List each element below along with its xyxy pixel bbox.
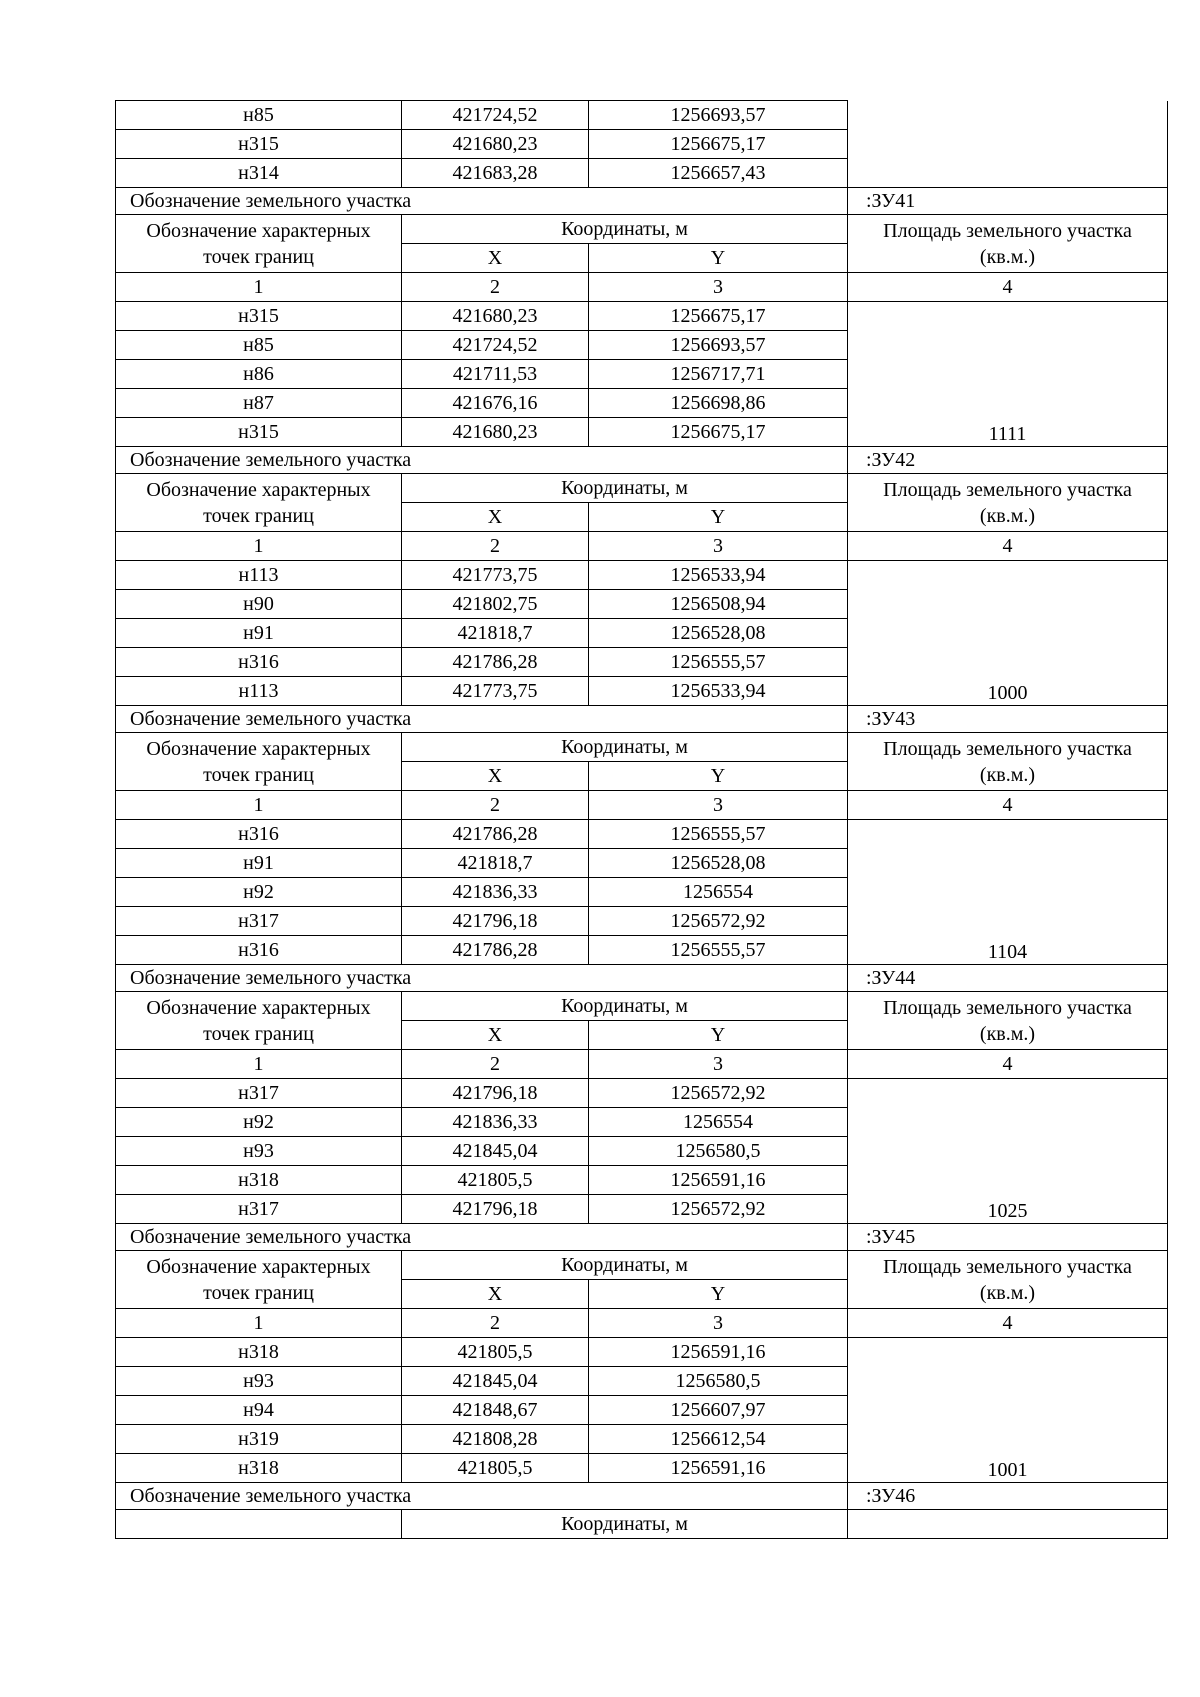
parcel-code: :ЗУ42 — [848, 447, 1168, 474]
point-cell: н315 — [116, 130, 402, 159]
point-cell: н90 — [116, 590, 402, 619]
area-header: Площадь земельного участка (кв.м.) — [848, 474, 1168, 532]
area-cell — [848, 101, 1168, 188]
y-cell: 1256554 — [589, 878, 848, 907]
y-cell: 1256693,57 — [589, 101, 848, 130]
y-header: Y — [589, 762, 848, 791]
x-cell: 421724,52 — [402, 331, 589, 360]
x-header: X — [402, 1021, 589, 1050]
column-number: 2 — [402, 273, 589, 302]
point-cell: н316 — [116, 820, 402, 849]
column-number-row — [116, 1309, 1168, 1338]
x-cell: 421773,75 — [402, 561, 589, 590]
column-number: 2 — [402, 532, 589, 561]
y-cell: 1256555,57 — [589, 820, 848, 849]
x-cell: 421796,18 — [402, 907, 589, 936]
point-cell: н316 — [116, 648, 402, 677]
x-cell: 421680,23 — [402, 302, 589, 331]
point-cell: н85 — [116, 101, 402, 130]
column-number: 2 — [402, 1309, 589, 1338]
point-cell: н319 — [116, 1425, 402, 1454]
header-row — [116, 1251, 1168, 1280]
y-cell: 1256528,08 — [589, 619, 848, 648]
column-number-row — [116, 273, 1168, 302]
y-cell: 1256555,57 — [589, 648, 848, 677]
x-cell: 421796,18 — [402, 1195, 589, 1224]
coords-header: Координаты, м — [402, 215, 848, 244]
point-cell: н91 — [116, 849, 402, 878]
x-header: X — [402, 503, 589, 532]
y-cell: 1256555,57 — [589, 936, 848, 965]
column-number: 3 — [589, 1309, 848, 1338]
x-cell: 421680,23 — [402, 130, 589, 159]
points-header: Обозначение характерных точек границ — [116, 215, 402, 273]
table-row — [116, 302, 1168, 331]
parcel-designation-row — [116, 706, 1168, 733]
x-cell: 421683,28 — [402, 159, 589, 188]
points-header: Обозначение характерных точек границ — [116, 733, 402, 791]
column-number: 3 — [589, 1050, 848, 1079]
column-number: 1 — [116, 532, 402, 561]
designation-label: Обозначение земельного участка — [116, 188, 848, 215]
point-cell: н317 — [116, 1195, 402, 1224]
y-cell: 1256580,5 — [589, 1137, 848, 1166]
y-cell: 1256572,92 — [589, 1195, 848, 1224]
point-cell: н316 — [116, 936, 402, 965]
column-number-row — [116, 791, 1168, 820]
continuation-row — [116, 101, 1168, 130]
y-cell: 1256591,16 — [589, 1166, 848, 1195]
area-value: 1025 — [848, 1079, 1168, 1224]
column-number: 1 — [116, 1050, 402, 1079]
y-cell: 1256693,57 — [589, 331, 848, 360]
point-cell: н92 — [116, 878, 402, 907]
parcel-designation-row — [116, 1483, 1168, 1510]
x-cell: 421848,67 — [402, 1396, 589, 1425]
header-row — [116, 474, 1168, 503]
coords-header: Координаты, м — [402, 1251, 848, 1280]
point-cell: н113 — [116, 561, 402, 590]
point-cell: н315 — [116, 302, 402, 331]
designation-label: Обозначение земельного участка — [116, 706, 848, 733]
y-header: Y — [589, 503, 848, 532]
point-cell: н87 — [116, 389, 402, 418]
designation-label: Обозначение земельного участка — [116, 965, 848, 992]
point-cell: н94 — [116, 1396, 402, 1425]
x-cell: 421808,28 — [402, 1425, 589, 1454]
x-cell: 421836,33 — [402, 878, 589, 907]
column-number: 4 — [848, 273, 1168, 302]
y-cell: 1256675,17 — [589, 302, 848, 331]
point-cell: н113 — [116, 677, 402, 706]
parcel-code: :ЗУ46 — [848, 1483, 1168, 1510]
header-row — [116, 1510, 1168, 1539]
area-value: 1001 — [848, 1338, 1168, 1483]
table-row — [116, 1079, 1168, 1108]
y-header: Y — [589, 1280, 848, 1309]
y-cell: 1256533,94 — [589, 677, 848, 706]
y-cell: 1256675,17 — [589, 418, 848, 447]
y-cell: 1256533,94 — [589, 561, 848, 590]
parcel-designation-row — [116, 447, 1168, 474]
coords-header: Координаты, м — [402, 1510, 848, 1539]
column-number: 4 — [848, 1309, 1168, 1338]
table-row — [116, 1338, 1168, 1367]
x-cell: 421680,23 — [402, 418, 589, 447]
designation-label: Обозначение земельного участка — [116, 1224, 848, 1251]
x-header: X — [402, 762, 589, 791]
y-cell: 1256698,86 — [589, 389, 848, 418]
point-cell: н93 — [116, 1137, 402, 1166]
coords-header: Координаты, м — [402, 733, 848, 762]
y-cell: 1256717,71 — [589, 360, 848, 389]
coordinates-document — [115, 100, 1167, 1539]
header-row — [116, 992, 1168, 1021]
area-header: Площадь земельного участка (кв.м.) — [848, 215, 1168, 273]
parcel-code: :ЗУ41 — [848, 188, 1168, 215]
parcel-designation-row — [116, 1224, 1168, 1251]
y-cell: 1256572,92 — [589, 907, 848, 936]
column-number: 3 — [589, 791, 848, 820]
column-number-row — [116, 532, 1168, 561]
x-cell: 421786,28 — [402, 936, 589, 965]
y-cell: 1256580,5 — [589, 1367, 848, 1396]
y-cell: 1256675,17 — [589, 130, 848, 159]
coords-header: Координаты, м — [402, 474, 848, 503]
parcel-code: :ЗУ44 — [848, 965, 1168, 992]
points-header-blank — [116, 1510, 402, 1539]
x-cell: 421805,5 — [402, 1166, 589, 1195]
column-number: 1 — [116, 1309, 402, 1338]
point-cell: н318 — [116, 1166, 402, 1195]
parcel-coordinates-table — [115, 100, 1168, 1539]
x-cell: 421773,75 — [402, 677, 589, 706]
x-cell: 421724,52 — [402, 101, 589, 130]
x-cell: 421786,28 — [402, 820, 589, 849]
column-number: 4 — [848, 1050, 1168, 1079]
x-cell: 421805,5 — [402, 1454, 589, 1483]
designation-label: Обозначение земельного участка — [116, 1483, 848, 1510]
y-cell: 1256572,92 — [589, 1079, 848, 1108]
y-cell: 1256612,54 — [589, 1425, 848, 1454]
area-value: 1104 — [848, 820, 1168, 965]
column-number: 1 — [116, 273, 402, 302]
point-cell: н315 — [116, 418, 402, 447]
area-value: 1111 — [848, 302, 1168, 447]
column-number: 3 — [589, 273, 848, 302]
point-cell: н91 — [116, 619, 402, 648]
area-header: Площадь земельного участка (кв.м.) — [848, 733, 1168, 791]
x-cell: 421836,33 — [402, 1108, 589, 1137]
y-header: Y — [589, 244, 848, 273]
point-cell: н86 — [116, 360, 402, 389]
points-header: Обозначение характерных точек границ — [116, 474, 402, 532]
parcel-code: :ЗУ43 — [848, 706, 1168, 733]
header-row — [116, 215, 1168, 244]
x-cell: 421676,16 — [402, 389, 589, 418]
x-header: X — [402, 1280, 589, 1309]
point-cell: н92 — [116, 1108, 402, 1137]
y-header: Y — [589, 1021, 848, 1050]
point-cell: н85 — [116, 331, 402, 360]
table-row — [116, 820, 1168, 849]
x-cell: 421805,5 — [402, 1338, 589, 1367]
y-cell: 1256591,16 — [589, 1454, 848, 1483]
column-number: 3 — [589, 532, 848, 561]
area-header-blank — [848, 1510, 1168, 1539]
x-cell: 421845,04 — [402, 1137, 589, 1166]
column-number-row — [116, 1050, 1168, 1079]
point-cell: н318 — [116, 1338, 402, 1367]
coords-header: Координаты, м — [402, 992, 848, 1021]
x-cell: 421786,28 — [402, 648, 589, 677]
point-cell: н317 — [116, 1079, 402, 1108]
x-cell: 421711,53 — [402, 360, 589, 389]
column-number: 4 — [848, 791, 1168, 820]
y-cell: 1256657,43 — [589, 159, 848, 188]
point-cell: н314 — [116, 159, 402, 188]
y-cell: 1256607,97 — [589, 1396, 848, 1425]
header-row — [116, 733, 1168, 762]
x-header: X — [402, 244, 589, 273]
y-cell: 1256528,08 — [589, 849, 848, 878]
x-cell: 421802,75 — [402, 590, 589, 619]
designation-label: Обозначение земельного участка — [116, 447, 848, 474]
parcel-code: :ЗУ45 — [848, 1224, 1168, 1251]
table-row — [116, 561, 1168, 590]
column-number: 2 — [402, 791, 589, 820]
area-value: 1000 — [848, 561, 1168, 706]
point-cell: н318 — [116, 1454, 402, 1483]
x-cell: 421818,7 — [402, 619, 589, 648]
points-header: Обозначение характерных точек границ — [116, 992, 402, 1050]
x-cell: 421818,7 — [402, 849, 589, 878]
x-cell: 421796,18 — [402, 1079, 589, 1108]
column-number: 1 — [116, 791, 402, 820]
area-header: Площадь земельного участка (кв.м.) — [848, 1251, 1168, 1309]
points-header: Обозначение характерных точек границ — [116, 1251, 402, 1309]
point-cell: н317 — [116, 907, 402, 936]
x-cell: 421845,04 — [402, 1367, 589, 1396]
point-cell: н93 — [116, 1367, 402, 1396]
column-number: 2 — [402, 1050, 589, 1079]
y-cell: 1256591,16 — [589, 1338, 848, 1367]
parcel-designation-row — [116, 188, 1168, 215]
y-cell: 1256554 — [589, 1108, 848, 1137]
parcel-designation-row — [116, 965, 1168, 992]
area-header: Площадь земельного участка (кв.м.) — [848, 992, 1168, 1050]
y-cell: 1256508,94 — [589, 590, 848, 619]
column-number: 4 — [848, 532, 1168, 561]
